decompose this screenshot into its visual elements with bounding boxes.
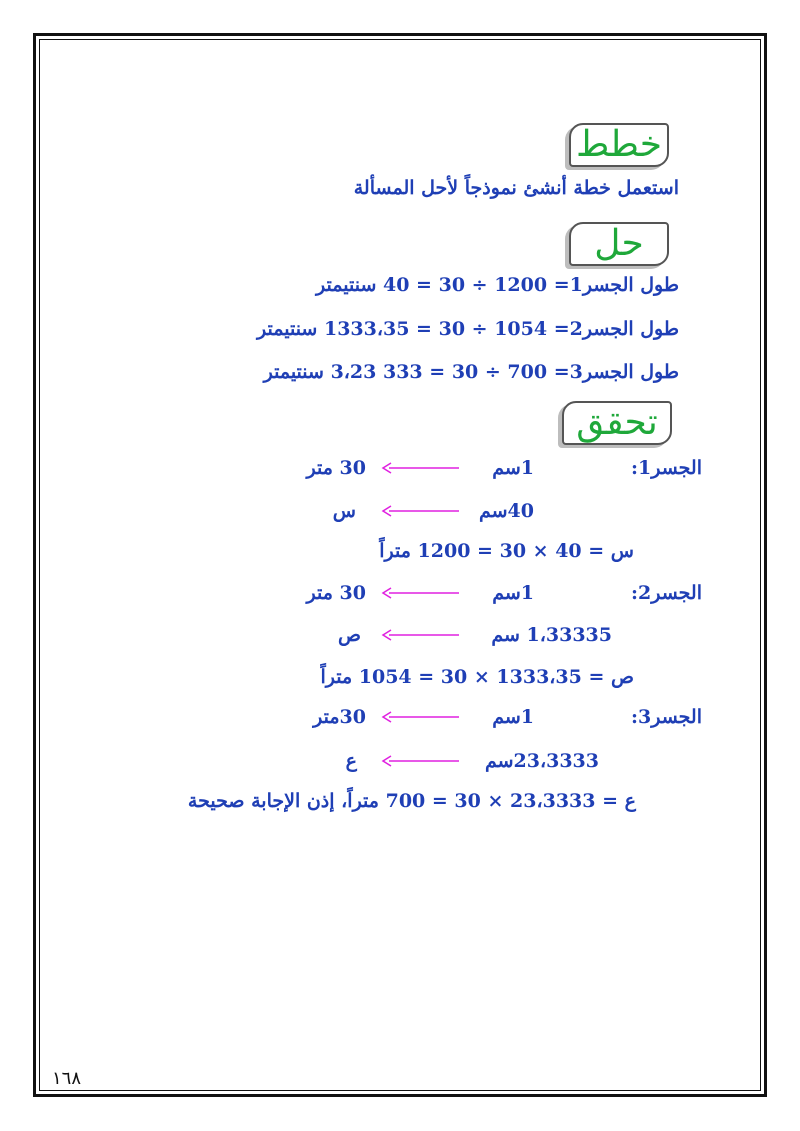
arrow-left-icon bbox=[381, 755, 459, 767]
bridge2-equation: ص = 1333،35 × 30 = 1054 متراً bbox=[320, 666, 634, 688]
bridge3-row2-right: ع bbox=[345, 750, 357, 772]
bridge2-row1-right: 30 متر bbox=[306, 582, 366, 604]
page-number: ١٦٨ bbox=[52, 1068, 82, 1089]
plan-text: استعمل خطة أنشئ نموذجاً لأحل المسألة bbox=[353, 177, 679, 199]
section-title-solve: حل bbox=[594, 223, 644, 264]
bridge2-row2-right: ص bbox=[338, 624, 361, 646]
bridge1-row1-right: 30 متر bbox=[306, 457, 366, 479]
bridge2-row2-left: 1،33335 سم bbox=[491, 624, 612, 646]
arrow-left-icon bbox=[381, 629, 459, 641]
bridge3-row1-left: 1سم bbox=[492, 706, 534, 728]
bridge3-row1-right: 30متر bbox=[313, 706, 366, 728]
section-badge-plan bbox=[569, 123, 669, 167]
bridge2-row1-left: 1سم bbox=[492, 582, 534, 604]
arrow-left-icon bbox=[381, 711, 459, 723]
bridge3-label: الجسر3: bbox=[630, 706, 702, 728]
bridge3-row2-left: 23،3333سم bbox=[484, 750, 599, 772]
section-title-check: تحقق bbox=[576, 402, 658, 443]
section-title-plan: خطط bbox=[576, 124, 662, 165]
solve-line-3: طول الجسر3= 700 ÷ 30 = 333 3،23 سنتيمتر bbox=[263, 361, 679, 383]
section-badge-check bbox=[562, 401, 672, 445]
bridge1-row1-left: 1سم bbox=[492, 457, 534, 479]
solve-line-1: طول الجسر1= 1200 ÷ 30 = 40 سنتيمتر bbox=[316, 274, 679, 296]
bridge2-label: الجسر2: bbox=[630, 582, 702, 604]
arrow-left-icon bbox=[381, 587, 459, 599]
arrow-left-icon bbox=[381, 505, 459, 517]
bridge1-row2-right: س bbox=[332, 500, 356, 522]
arrow-left-icon bbox=[381, 462, 459, 474]
bridge1-equation: س = 40 × 30 = 1200 متراً bbox=[379, 540, 634, 562]
bridge3-equation: ع = 23،3333 × 30 = 700 متراً، إذن الإجابة صحيحة bbox=[187, 790, 636, 812]
bridge1-row2-left: 40سم bbox=[478, 500, 534, 522]
bridge1-label: الجسر1: bbox=[630, 457, 702, 479]
section-badge-solve bbox=[569, 222, 669, 266]
solve-line-2: طول الجسر2= 1054 ÷ 30 = 1333،35 سنتيمتر bbox=[257, 318, 679, 340]
